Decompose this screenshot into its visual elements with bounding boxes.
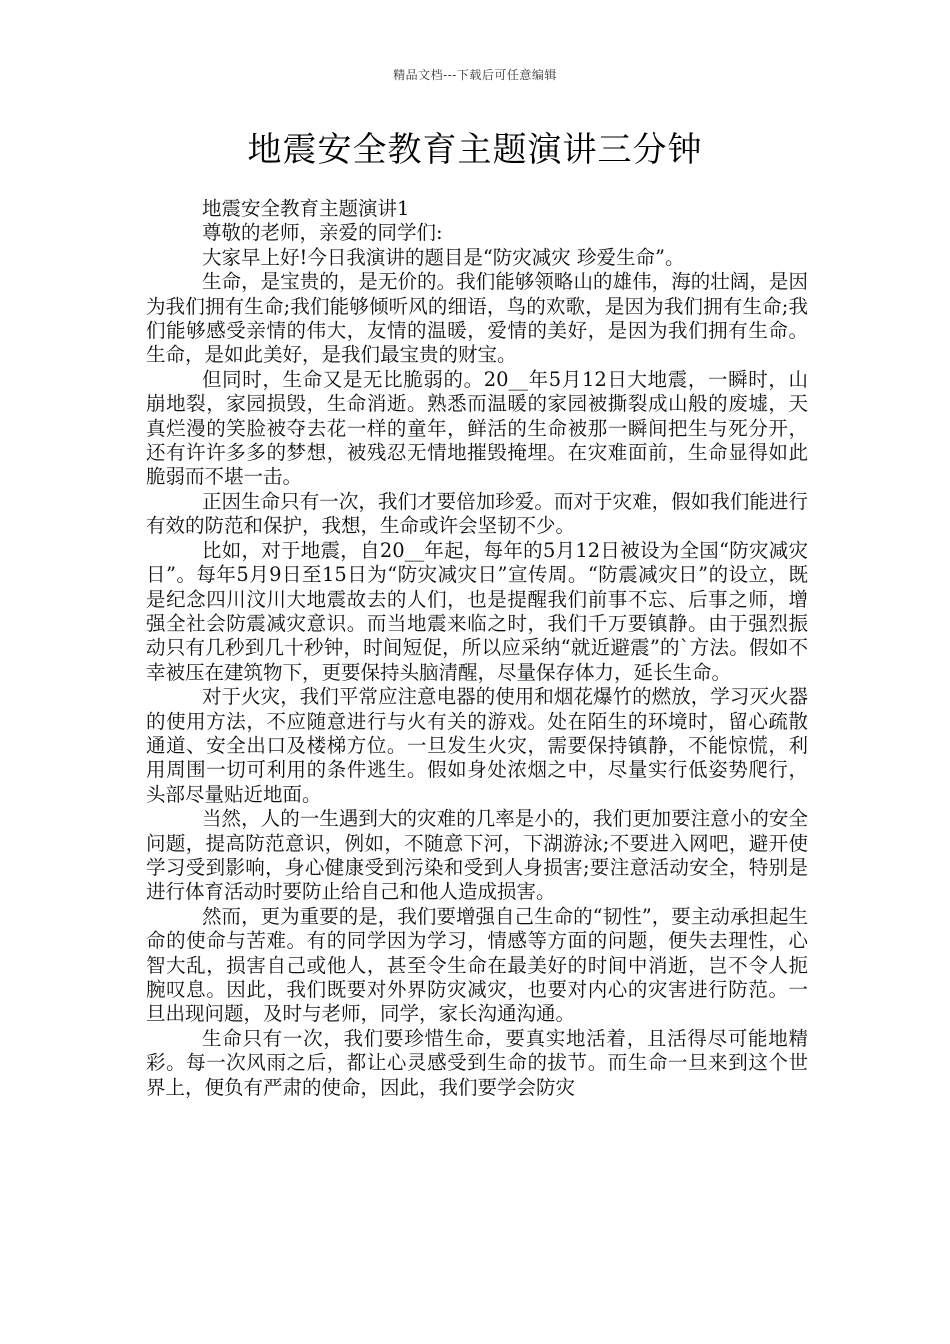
header-note: 精品文档---下载后可任意编辑: [393, 68, 557, 82]
paragraph-subtitle: 地震安全教育主题演讲1: [202, 197, 410, 220]
paragraph-greeting: 尊敬的老师，亲爱的同学们:: [202, 221, 443, 245]
paragraph: 比如，对于地震，自20__年起，每年的5月12日被设为全国“防灾减灾日”。每年5月9日至15日为“防灾减灾日”宣传周。“防震减灾日”的设立，既是纪念四川汶川大地震故去的人们，也是提醒我们前事不忘、后事之师，增强全社会防震减灾意识。而当地震来临之时，我们千万要镇静。由于强烈振动只有几秒到几十秒钟，时间短促，所以应采纳“就近避震”的`方法。假如不幸被压在建筑物下，更要保持头脑清醒，尽量保存体力，延长生命。: [146, 538, 808, 684]
paragraph: 正因生命只有一次，我们才要倍加珍爱。而对于灾难，假如我们能进行有效的防范和保护，我想，生命或许会坚韧不少。: [146, 489, 808, 538]
paragraph: 但同时，生命又是无比脆弱的。20__年5月12日大地震，一瞬时，山崩地裂，家园损毁，生命消逝。熟悉而温暖的家园被撕裂成山般的废墟，天真烂漫的笑脸被夺去花一样的童年，鲜活的生命被那一瞬间把生与死分开，还有许许多多的梦想，被残忍无情地摧毁掩埋。在灾难面前，生命显得如此脆弱而不堪一击。: [146, 367, 808, 489]
paragraph-intro: 大家早上好!今日我演讲的题目是“防灾减灾 珍爱生命”。: [202, 245, 685, 269]
paragraph: 当然，人的一生遇到大的灾难的几率是小的，我们更加要注意小的安全问题，提高防范意识，例如，不随意下河，下湖游泳;不要进入网吧，避开使学习受到影响，身心健康受到污染和受到人身损害;要注意活动安全，特别是进行体育活动时要防止给自己和他人造成损害。: [146, 807, 808, 904]
paragraph: 然而，更为重要的是，我们要增强自己生命的“韧性”，要主动承担起生命的使命与苦难。有的同学因为学习，情感等方面的问题，便失去理性，心智大乱，损害自己或他人，甚至令生命在最美好的时间中消逝，岂不令人扼腕叹息。因此，我们既要对外界防灾减灾，也要对内心的灾害进行防范。一旦出现问题，及时与老师，同学，家长沟通沟通。: [146, 904, 808, 1026]
document-title: 地震安全教育主题演讲三分钟: [247, 130, 703, 170]
paragraph: 生命，是宝贵的，是无价的。我们能够领略山的雄伟，海的壮阔，是因为我们拥有生命;我们能够倾听风的细语，鸟的欢歌，是因为我们拥有生命;我们能够感受亲情的伟大，友情的温暖，爱情的美好，是因为我们拥有生命。生命，是如此美好，是我们最宝贵的财宝。: [146, 270, 808, 367]
paragraph: 生命只有一次，我们要珍惜生命，要真实地活着，且活得尽可能地精彩。每一次风雨之后，都让心灵感受到生命的拔节。而生命一旦来到这个世界上，便负有严肃的使命，因此，我们要学会防灾: [146, 1026, 808, 1099]
document-body: [146, 197, 808, 1100]
paragraph: 对于火灾，我们平常应注意电器的使用和烟花爆竹的燃放，学习灭火器的使用方法，不应随意进行与火有关的游戏。处在陌生的环境时，留心疏散通道、安全出口及楼梯方位。一旦发生火灾，需要保持镇静，不能惊慌，利用周围一切可利用的条件逃生。假如身处浓烟之中，尽量实行低姿势爬行，头部尽量贴近地面。: [146, 685, 808, 806]
